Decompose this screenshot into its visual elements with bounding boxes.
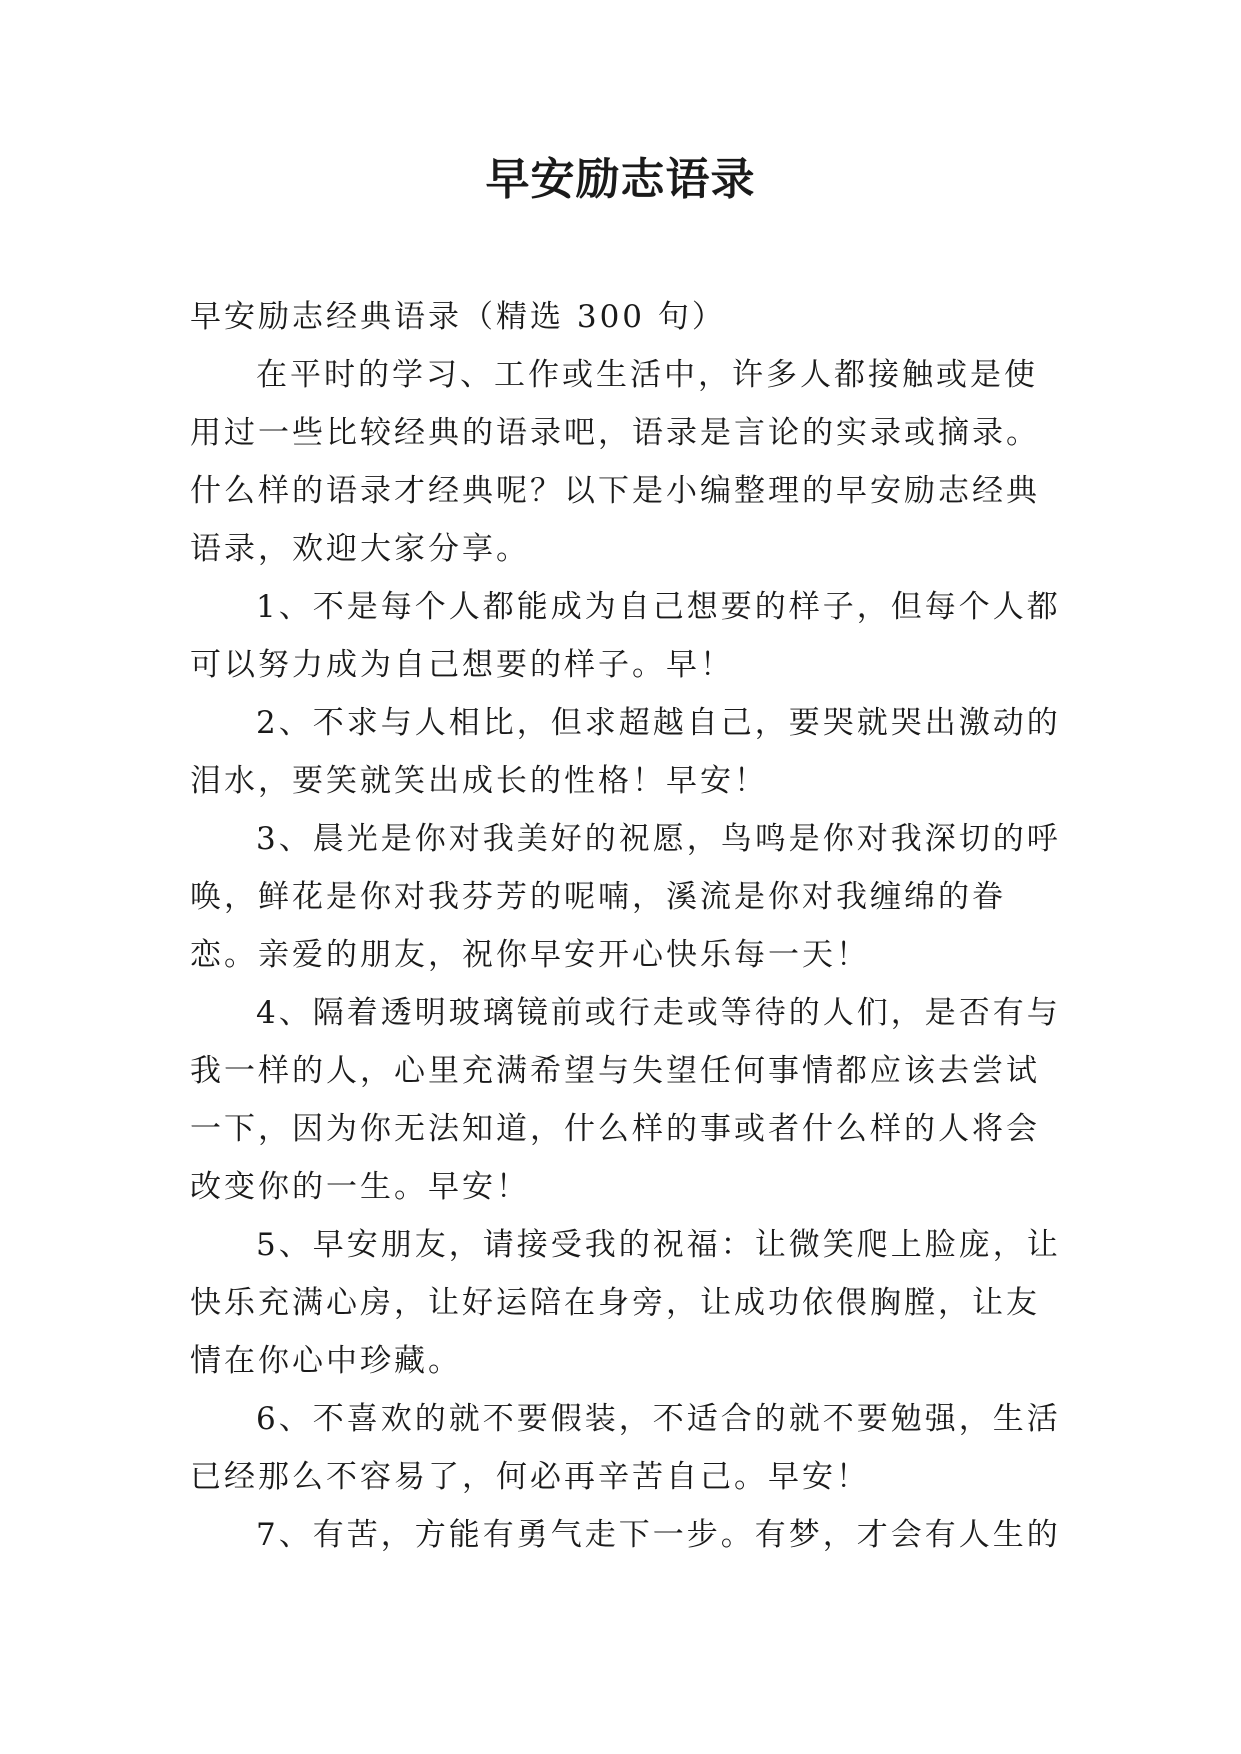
document-title: 早安励志语录: [485, 154, 756, 205]
quote-paragraph: 1、不是每个人都能成为自己想要的样子，但每个人都可以努力成为自己想要的样子。早！: [190, 589, 1061, 683]
document-body: [190, 288, 1070, 1564]
quote-paragraph: 3、晨光是你对我美好的祝愿，鸟鸣是你对我深切的呼唤，鲜花是你对我芬芳的呢喃，溪流是你对我缠绵的眷恋。亲爱的朋友，祝你早安开心快乐每一天！: [190, 821, 1061, 973]
intro-paragraph: 在平时的学习、工作或生活中，许多人都接触或是使用过一些比较经典的语录吧，语录是言论的实录或摘录。什么样的语录才经典呢？以下是小编整理的早安励志经典语录，欢迎大家分享。: [190, 357, 1040, 567]
quote-paragraph: 6、不喜欢的就不要假装，不适合的就不要勉强，生活已经那么不容易了，何必再辛苦自己。早安！: [190, 1401, 1061, 1495]
quote-paragraph: 5、早安朋友，请接受我的祝福：让微笑爬上脸庞，让快乐充满心房，让好运陪在身旁，让成功依偎胸膛，让友情在你心中珍藏。: [190, 1227, 1061, 1379]
quote-paragraph: 4、隔着透明玻璃镜前或行走或等待的人们，是否有与我一样的人，心里充满希望与失望任何事情都应该去尝试一下，因为你无法知道，什么样的事或者什么样的人将会改变你的一生。早安！: [190, 995, 1061, 1205]
document-subtitle: 早安励志经典语录（精选 300 句）: [190, 299, 726, 335]
quote-paragraph: 7、有苦，方能有勇气走下一步。有梦，才会有人生的: [256, 1517, 1061, 1553]
quote-paragraph: 2、不求与人相比，但求超越自己，要哭就哭出激动的泪水，要笑就笑出成长的性格！早安！: [190, 705, 1061, 799]
